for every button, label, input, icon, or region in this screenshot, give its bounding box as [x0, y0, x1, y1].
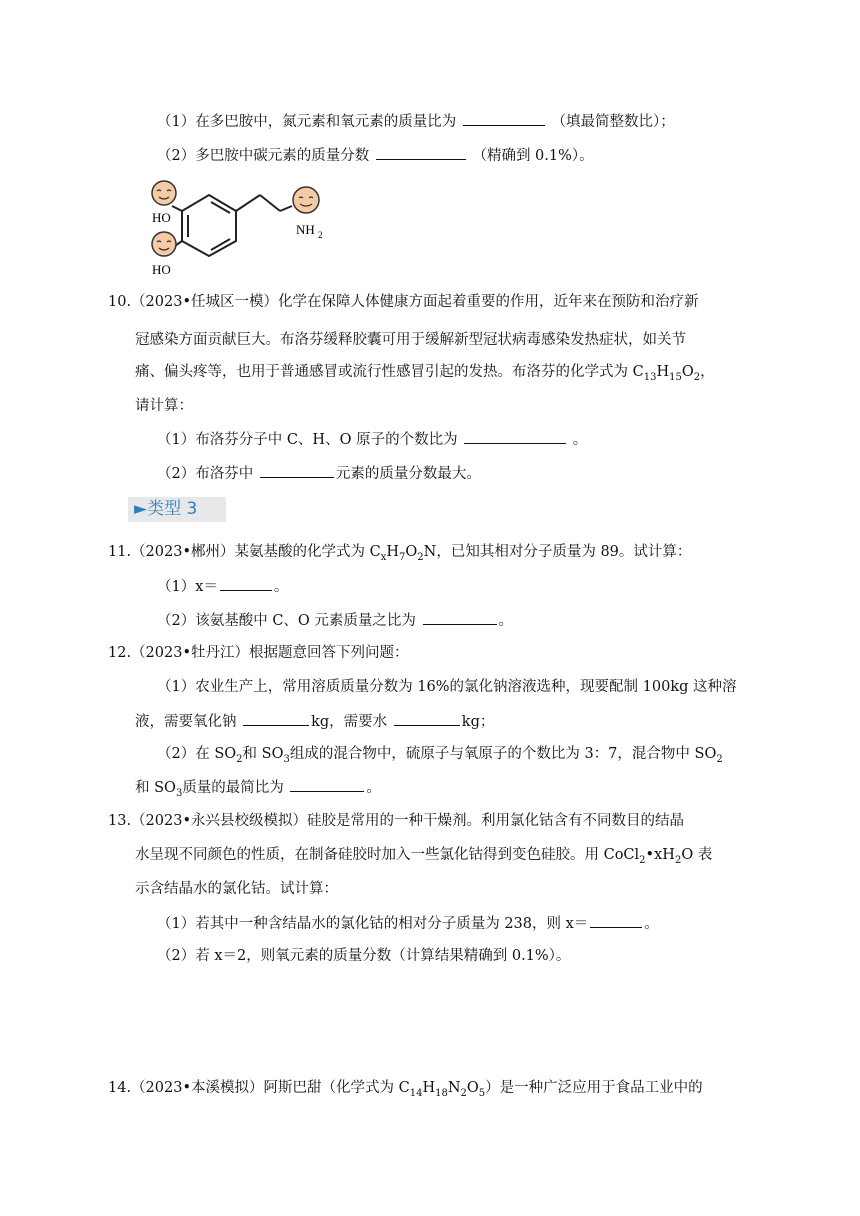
q11-sub1-text: （1）x＝ — [157, 579, 218, 595]
q14-line1 — [108, 1078, 703, 1098]
subscript: 2 — [716, 753, 723, 765]
formula-part: H — [386, 544, 400, 560]
subscript: 5 — [478, 1087, 486, 1099]
formula-part: N — [423, 544, 437, 560]
q11-sub2-tail: 。 — [498, 613, 514, 629]
subscript: 2 — [639, 854, 646, 866]
q12-text: 和 SO — [242, 746, 284, 762]
q10-line4: 请计算： — [135, 398, 193, 414]
subscript: 18 — [435, 1087, 448, 1099]
q12-text: 组成的混合物中，硫原子与氧原子的个数比为 3：7，混合物中 SO — [289, 746, 717, 762]
q9-sub2 — [157, 145, 594, 166]
benzene-ring — [182, 195, 236, 256]
q13-line3: 示含结晶水的氯化钴。试计算： — [135, 881, 338, 897]
q10-line2: 冠感染方面贡献巨大。布洛芬缓释胶囊可用于缓解新型冠状病毒感染发热症状，如关节 — [135, 332, 686, 348]
answer-blank[interactable] — [590, 913, 642, 928]
subscript: 13 — [643, 371, 657, 383]
q11-sub2-text: （2）该氨基酸中 C、O 元素质量之比为 — [157, 613, 416, 629]
subscript: 2 — [460, 1087, 467, 1099]
answer-blank[interactable] — [243, 711, 309, 726]
q12-text: 液，需要氧化钠 — [135, 714, 237, 730]
q11-sub2 — [157, 610, 513, 631]
q10-sub1 — [157, 429, 587, 450]
formula-part: O — [466, 1080, 479, 1096]
q12-text: 和 SO — [135, 780, 176, 796]
subscript: 7 — [399, 551, 406, 563]
subscript: 2 — [674, 854, 682, 866]
q9-sub1-tail: （填最简整数比）； — [551, 114, 675, 130]
formula-part: ， — [700, 364, 715, 380]
q9-sub1-text: （1）在多巴胺中，氮元素和氧元素的质量比为 — [157, 114, 457, 130]
nh2-label: NH — [296, 222, 315, 237]
q14-text: 14.（2023•本溪模拟）阿斯巴甜（化学式为 C — [108, 1080, 410, 1096]
q11-sub1-tail: 。 — [273, 579, 289, 595]
q13-sub1-text: （1）若其中一种含结晶水的氯化钴的相对分子质量为 238，则 x＝ — [157, 916, 589, 932]
q10-line3-text: 痛、偏头疼等，也用于普通感冒或流行性感冒引起的发热。布洛芬的化学式为 C — [135, 364, 644, 380]
answer-blank[interactable] — [394, 711, 460, 726]
q10-sub1-tail: 。 — [572, 432, 588, 448]
q12-sub2-line2 — [135, 777, 381, 798]
section-header: ►类型 3 — [128, 497, 226, 522]
q10-line1: 10.（2023•任城区一模）化学在保障人体健康方面起着重要的作用，近年来在预防和治疗新 — [108, 294, 699, 310]
q13-sub1 — [157, 913, 659, 934]
ho-label: HO — [152, 262, 171, 277]
dopamine-structure — [142, 178, 352, 280]
ho-label: HO — [152, 210, 171, 225]
subscript: 2 — [417, 551, 424, 563]
subscript: 2 — [236, 753, 243, 765]
q12-text: （2）在 SO — [157, 746, 237, 762]
subscript: 15 — [669, 371, 682, 383]
subscript: 3 — [175, 787, 183, 799]
q12-sub2-line1 — [157, 744, 723, 764]
answer-blank[interactable] — [290, 777, 364, 792]
q10-sub2-text: （2）布洛芬中 — [157, 466, 254, 482]
smiley-icon — [152, 232, 176, 256]
q11-text: 11.（2023•郴州）某氨基酸的化学式为 C — [108, 544, 381, 560]
subscript: 3 — [283, 753, 290, 765]
answer-blank[interactable] — [260, 463, 334, 478]
subscript: 14 — [409, 1087, 423, 1099]
formula-part: H — [656, 364, 670, 380]
answer-blank[interactable] — [376, 145, 466, 160]
q10-sub2 — [157, 463, 481, 484]
q13-line2 — [135, 845, 712, 865]
nh2-subscript: 2 — [318, 230, 323, 240]
q12-text: kg，需要水 — [311, 714, 388, 730]
q9-sub2-tail: （精确到 0.1%）。 — [472, 148, 594, 164]
q12-text: kg； — [461, 714, 495, 730]
subscript: x — [380, 551, 387, 563]
q13-line1: 13.（2023•永兴县校级模拟）硅胶是常用的一种干燥剂。利用氯化钴含有不同数目的结晶 — [108, 813, 685, 829]
q13-text: 水呈现不同颜色的性质，在制备硅胶时加入一些氯化钴得到变色硅胶。用 CoCl — [135, 847, 640, 863]
q10-sub2-tail: 元素的质量分数最大。 — [335, 466, 481, 482]
q9-sub2-text: （2）多巴胺中碳元素的质量分数 — [157, 148, 370, 164]
answer-blank[interactable] — [220, 576, 272, 591]
q9-sub1 — [157, 111, 675, 132]
q13-text: O 表 — [681, 847, 713, 863]
answer-blank[interactable] — [463, 111, 545, 126]
q12-text: 。 — [366, 780, 381, 796]
formula-part: N — [447, 1080, 461, 1096]
q13-text: •xH — [645, 847, 675, 863]
q13-sub1-tail: 。 — [644, 916, 659, 932]
q12-text: 质量的最简比为 — [182, 780, 284, 796]
answer-blank[interactable] — [423, 610, 497, 625]
formula-part: O — [405, 544, 418, 560]
q11-sub1 — [157, 576, 288, 597]
formula-part: H — [422, 1080, 436, 1096]
q11-text-tail: ，已知其相对分子质量为 89。试计算： — [436, 544, 692, 560]
q12-sub1-line2 — [135, 711, 494, 732]
smiley-icon — [293, 187, 319, 213]
q13-sub2: （2）若 x＝2，则氧元素的质量分数（计算结果精确到 0.1%）。 — [157, 948, 571, 964]
subscript: 2 — [693, 371, 701, 383]
q12-sub1-line1: （1）农业生产上，常用溶质质量分数为 16%的氯化钠溶液选种，现要配制 100kg 这种溶 — [157, 679, 737, 695]
q14-text-tail: ）是一种广泛应用于食品工业中的 — [485, 1080, 703, 1096]
q11-line1 — [108, 542, 691, 562]
answer-blank[interactable] — [464, 429, 566, 444]
q10-sub1-text: （1）布洛芬分子中 C、H、O 原子的个数比为 — [157, 432, 458, 448]
formula-part: O — [681, 364, 694, 380]
smiley-icon — [152, 181, 176, 205]
q10-line3 — [135, 362, 715, 382]
q12-line1: 12.（2023•牡丹江）根据题意回答下列问题： — [108, 645, 409, 661]
